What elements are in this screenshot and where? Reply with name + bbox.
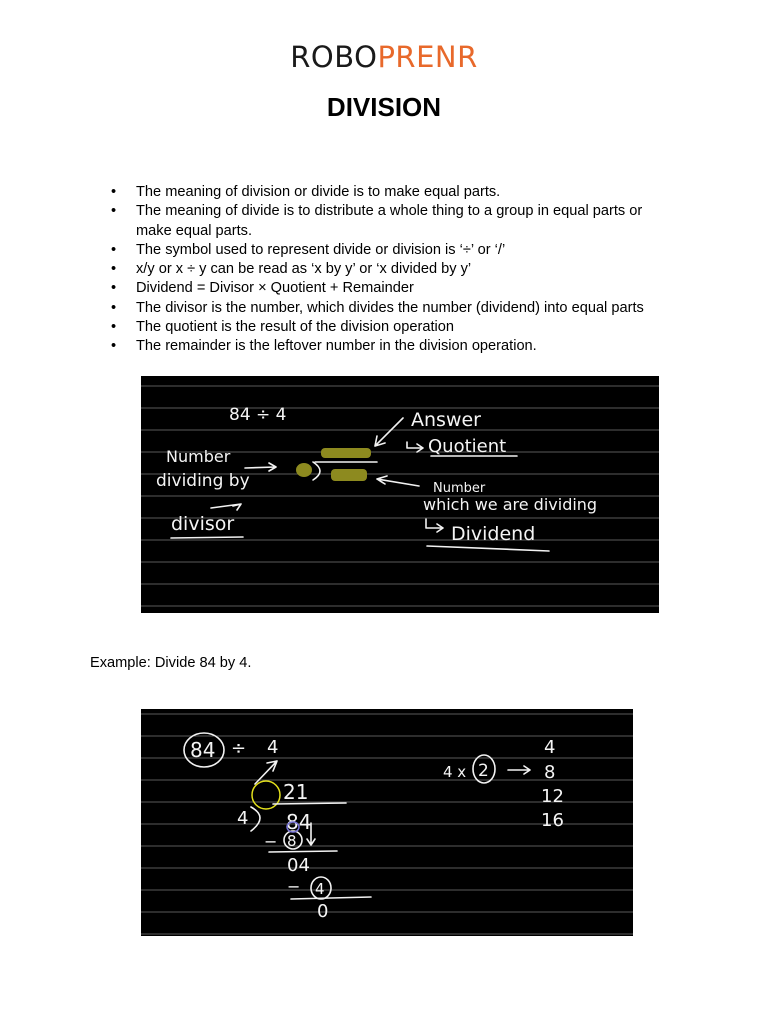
list-item: • Dividend = Divisor × Quotient + Remainder [106,279,676,298]
number-label-2: Number [433,481,486,496]
multiple-item: 12 [541,786,564,807]
minus-sign: − [264,832,278,851]
divisor-highlight [296,463,312,477]
list-item: • The remainder is the leftover number in the division operation. [106,337,676,356]
arrow-icon [377,476,419,486]
arrow-icon [245,463,276,471]
times-table-label: 4 x [443,763,467,781]
dividing-by-label: dividing by [156,471,250,491]
which-we-are-dividing-label: which we are dividing [423,495,598,514]
subtraction-line [269,851,337,852]
multiple-item: 8 [544,762,556,783]
arrow-icon [508,766,530,774]
dividend-label: Dividend [451,523,536,545]
division-bracket [313,462,320,480]
final-remainder: 0 [317,901,329,922]
first-subtrahend: 8 [287,832,297,850]
dividend-highlight [331,469,367,481]
roboprenr-logo [0,40,768,74]
division-terms-board [141,376,659,613]
quotient-value: 21 [283,780,309,804]
subtraction-line [291,897,371,899]
underline [427,546,549,551]
division-bar [273,803,346,804]
quotient-digit-highlight [252,781,280,809]
arrow-icon [211,504,241,510]
expression-label: 84 ÷ 4 [229,405,287,425]
list-item: • The divisor is the number, which divides the number (dividend) into equal parts [106,299,676,318]
list-item: • x/y or x ÷ y can be read as ‘x by y’ or ‘x divided by y’ [106,260,676,279]
multiple-item: 4 [544,737,556,758]
minus-sign: − [287,877,301,896]
example-text: Example: Divide 84 by 4. [90,655,252,671]
worked-example-board [141,709,633,936]
divide-symbol: ÷ [231,738,247,759]
divisor-value: 4 [267,737,279,758]
page-title: DIVISION [326,92,442,122]
number-label: Number [166,447,231,466]
list-item: • The quotient is the result of the division operation [106,318,676,337]
divisor-label: divisor [171,513,235,535]
list-item: • The symbol used to represent divide or division is ‘÷’ or ‘/’ [106,241,676,260]
dividend-value: 84 [190,738,216,762]
logo-part-dark: ROBO [290,40,378,74]
long-divisor-value: 4 [237,808,249,829]
long-dividend-value: 84 [286,810,312,834]
quotient-label: Quotient [428,436,507,457]
arrow-icon [426,519,443,532]
multiplier-value: 2 [478,761,489,781]
division-bracket [251,807,260,831]
underline [171,537,243,538]
definition-list [106,183,676,357]
logo-part-accent: PRENR [377,40,478,74]
quotient-highlight [321,448,371,458]
arrow-icon [407,442,423,452]
multiple-item: 16 [541,810,564,831]
list-item: • The meaning of divide is to distribute a whole thing to a group in equal parts or make equal parts. [106,202,676,241]
list-item: • The meaning of division or divide is to make equal parts. [106,183,676,202]
arrow-icon [375,418,403,446]
answer-label: Answer [411,409,481,431]
first-remainder: 04 [287,855,310,876]
second-subtrahend: 4 [315,880,325,898]
